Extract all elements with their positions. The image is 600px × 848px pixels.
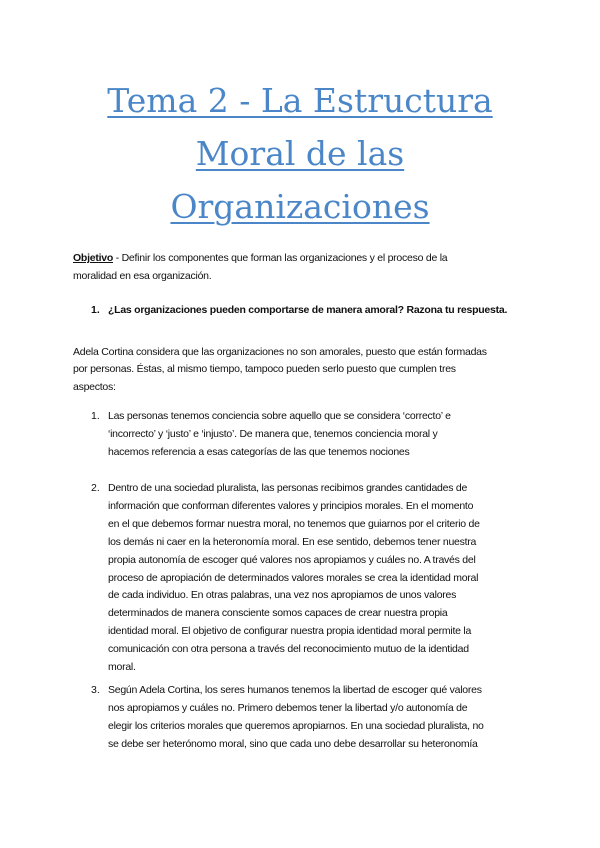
list-item-line: de cada individuo. En otras palabras, una vez nos apropiamos de unos valores <box>108 589 457 602</box>
list-item-line: elegir los criterios morales que queremos apropiarnos. En una sociedad pluralista, no <box>108 719 484 732</box>
list-item-line: propia autonomía de escoger qué valores nos apropiamos y cuáles no. A través del <box>108 553 476 566</box>
objective-text: - Definir los componentes que forman las organizaciones y el proceso de la <box>113 252 448 264</box>
list-item-line: en el que debemos formar nuestra moral, no tenemos que guiarnos por el criterio de <box>108 517 480 530</box>
objective-line <box>73 251 447 265</box>
objective-line: moralidad en esa organización. <box>73 270 212 282</box>
list-number: 3. <box>91 684 100 696</box>
list-item-line: identidad moral. El objetivo de configurar nuestra propia identidad moral permite la <box>108 625 472 638</box>
question-text: ¿Las organizaciones pueden comportarse de manera amoral? Razona tu respuesta. <box>108 304 508 316</box>
intro-line: aspectos: <box>73 381 116 393</box>
list-item-line: se debe ser heterónomo moral, sino que cada uno debe desarrollar su heteronomía <box>108 737 478 750</box>
list-item-line: hacemos referencia a esas categorías de las que tenemos nociones <box>108 445 410 458</box>
intro-line: por personas. Éstas, al mismo tiempo, tampoco pueden serlo puesto que cumplen tres <box>73 363 456 375</box>
objective-label: Objetivo <box>73 252 114 264</box>
document-title <box>0 74 600 233</box>
list-item-line: Según Adela Cortina, los seres humanos tenemos la libertad de escoger qué valores <box>108 684 482 696</box>
list-item-line: Dentro de una sociedad pluralista, las personas recibimos grandes cantidades de <box>108 482 468 494</box>
title-line: Tema 2 - La Estructura <box>107 81 493 120</box>
list-number: 2. <box>91 482 100 494</box>
list-item-line: nos apropiamos y cuáles no. Primero debemos tener la libertad y/o autonomía de <box>108 701 468 714</box>
list-item-line: proceso de apropiación de determinados valores morales se crea la identidad moral <box>108 571 479 584</box>
list-item-line: ‘incorrecto’ y ‘justo’ e ‘injusto’. De manera que, tenemos conciencia moral y <box>108 427 438 440</box>
list-item-line: Las personas tenemos conciencia sobre aquello que se considera ‘correcto’ e <box>108 410 451 422</box>
intro-line: Adela Cortina considera que las organizaciones no son amorales, puesto que están formadas <box>73 346 487 358</box>
list-item-line: comunicación con otra persona a través del reconocimiento mutuo de la identidad <box>108 643 469 656</box>
list-number: 1. <box>91 410 100 422</box>
title-line: Organizaciones <box>170 187 430 226</box>
question-number: 1. <box>91 304 100 316</box>
list-item-line: los demás ni caer en la heteronomía moral. En ese sentido, debemos tener nuestra <box>108 535 477 548</box>
list-item-line: moral. <box>108 661 136 673</box>
list-item-line: información que conforman diferentes valores y principios morales. En el momento <box>108 499 474 512</box>
title-line: Moral de las <box>195 134 405 173</box>
list-item-line: determinados de manera consciente somos capaces de crear nuestra propia <box>108 607 448 620</box>
